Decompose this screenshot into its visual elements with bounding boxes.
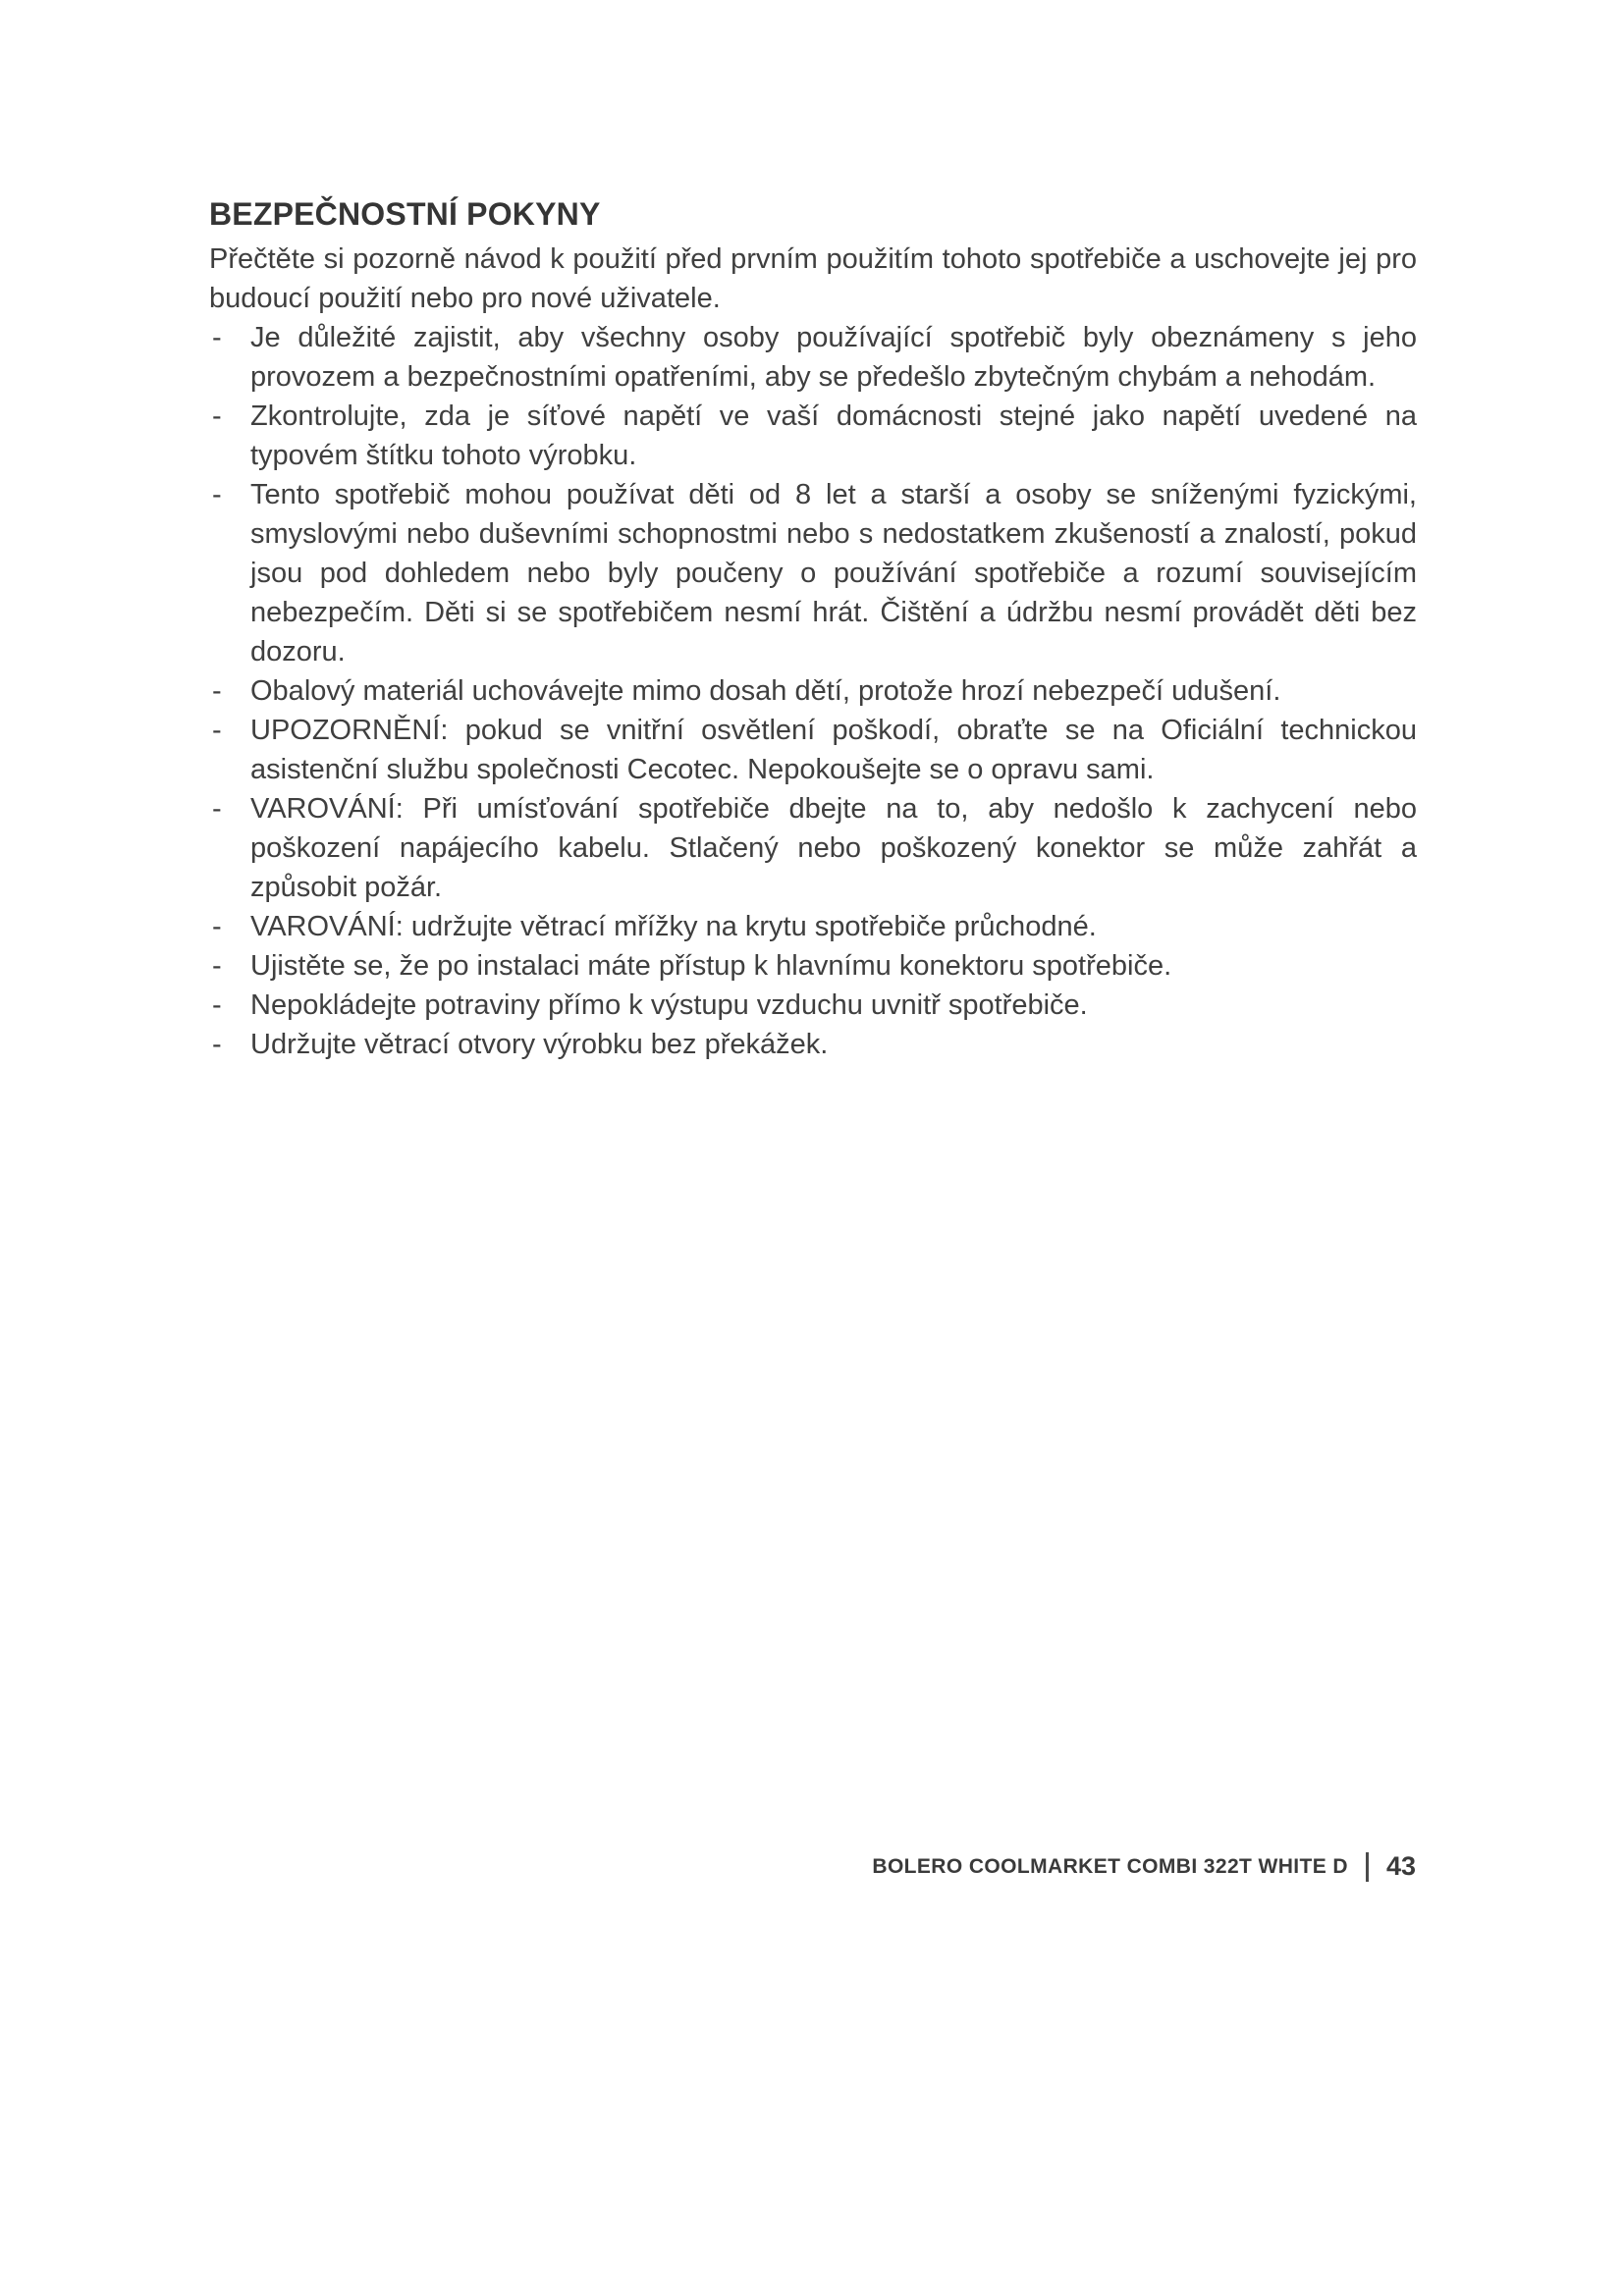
- bullet-dash: -: [212, 950, 222, 982]
- bullet-dash: -: [212, 715, 222, 746]
- section-title: BEZPEČNOSTNÍ POKYNY: [209, 196, 601, 232]
- safety-instruction-item: [209, 318, 1417, 397]
- safety-instruction-item: [209, 711, 1417, 789]
- safety-instruction-text: Zkontrolujte, zda je síťové napětí ve vaší domácnosti stejné jako napětí uvedené na typovém štítku tohoto výrobku.: [250, 400, 1417, 471]
- safety-instruction-item: [209, 946, 1417, 986]
- safety-instruction-text: Obalový materiál uchovávejte mimo dosah dětí, protože hrozí nebezpečí udušení.: [250, 675, 1281, 707]
- bullet-dash: -: [212, 675, 222, 707]
- page-footer: [872, 1851, 1416, 1882]
- safety-instruction-text: VAROVÁNÍ: Při umísťování spotřebiče dbejte na to, aby nedošlo k zachycení nebo poškození napájecího kabelu. Stlačený nebo poškozený konektor se může zahřát a způsobit požár.: [250, 793, 1417, 903]
- safety-instruction-text: Tento spotřebič mohou používat děti od 8 let a starší a osoby se sníženými fyzickými, smyslovými nebo duševními schopnostmi nebo s nedostatkem zkušeností a znalostí, pokud jsou pod dohledem nebo byly poučeny o používání spotřebiče a rozumí souvisejícím nebezpečím. Děti si se spotřebičem nesmí hrát. Čištění a údržbu nesmí provádět děti bez dozoru.: [250, 479, 1417, 667]
- safety-instruction-text: UPOZORNĚNÍ: pokud se vnitřní osvětlení poškodí, obraťte se na Oficiální technickou asistenční službu společnosti Cecotec. Nepokoušejte se o opravu sami.: [250, 715, 1417, 785]
- footer-divider: [1366, 1852, 1369, 1882]
- safety-instruction-item: [209, 475, 1417, 671]
- safety-instruction-item: [209, 986, 1417, 1025]
- intro-paragraph: Přečtěte si pozorně návod k použití před prvním použitím tohoto spotřebiče a uschovejte jej pro budoucí použití nebo pro nové uživatele.: [209, 243, 1417, 314]
- bullet-dash: -: [212, 911, 222, 942]
- footer-product-name: BOLERO COOLMARKET COMBI 322T WHITE D: [872, 1854, 1348, 1878]
- bullet-dash: -: [212, 322, 222, 353]
- safety-instruction-item: [209, 907, 1417, 946]
- bullet-dash: -: [212, 479, 222, 510]
- safety-instruction-item: [209, 1025, 1417, 1064]
- bullet-dash: -: [212, 793, 222, 825]
- safety-instruction-text: Ujistěte se, že po instalaci máte přístup k hlavnímu konektoru spotřebiče.: [250, 950, 1172, 982]
- footer-page-number: 43: [1385, 1851, 1416, 1881]
- safety-instruction-item: [209, 671, 1417, 711]
- safety-instruction-item: [209, 397, 1417, 475]
- safety-instruction-text: Je důležité zajistit, aby všechny osoby používající spotřebič byly obeznámeny s jeho provozem a bezpečnostními opatřeními, aby se předešlo zbytečným chybám a nehodám.: [250, 322, 1417, 393]
- safety-instruction-text: VAROVÁNÍ: udržujte větrací mřížky na krytu spotřebiče průchodné.: [250, 911, 1097, 942]
- safety-instruction-text: Udržujte větrací otvory výrobku bez překážek.: [250, 1029, 829, 1060]
- safety-instruction-item: [209, 789, 1417, 907]
- safety-instruction-text: Nepokládejte potraviny přímo k výstupu vzduchu uvnitř spotřebiče.: [250, 989, 1088, 1021]
- bullet-dash: -: [212, 989, 222, 1021]
- bullet-dash: -: [212, 400, 222, 432]
- page-content: [209, 192, 1417, 1064]
- safety-instructions-list: [209, 318, 1417, 1064]
- bullet-dash: -: [212, 1029, 222, 1060]
